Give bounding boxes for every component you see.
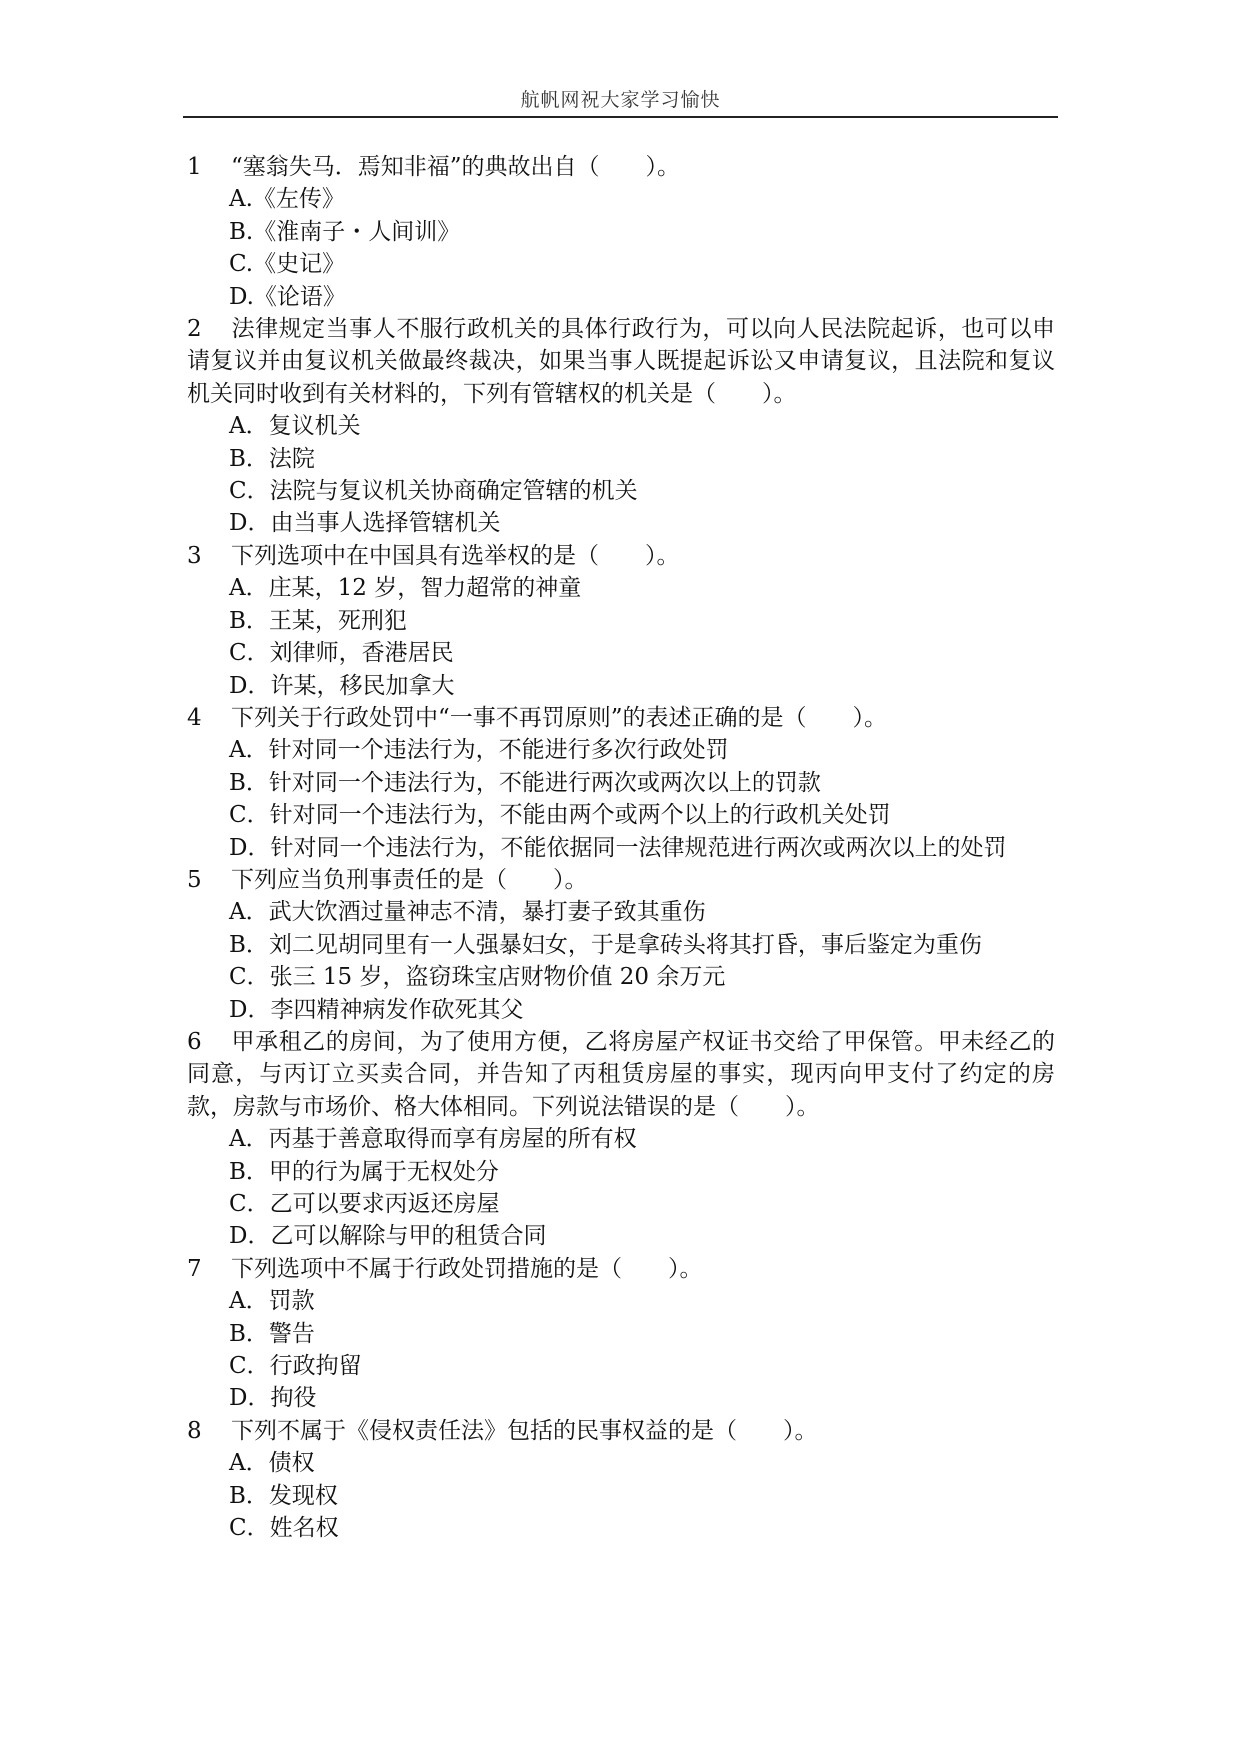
question-stem [187, 864, 1055, 896]
question-text: 甲承租乙的房间，为了使用方便，乙将房屋产权证书交给了甲保管。甲未经乙的同意，与丙订立买卖合同，并告知了丙租赁房屋的事实，现丙向甲支付了约定的房款，房款与市场价、格大体相同。下列说法错误的是（ ）。 [187, 1028, 1055, 1120]
option-a: A．复议机关 [229, 413, 361, 440]
question-stem [187, 151, 1055, 183]
question-stem [187, 702, 1055, 734]
option-c: C．针对同一个违法行为，不能由两个或两个以上的行政机关处罚 [229, 802, 891, 829]
option-c: C．姓名权 [229, 1515, 339, 1542]
option-c: C．行政拘留 [229, 1353, 362, 1380]
option-d: D．李四精神病发作砍死其父 [229, 996, 524, 1023]
question-text: 法律规定当事人不服行政机关的具体行政行为，可以向人民法院起诉，也可以申请复议并由复议机关做最终裁决，如果当事人既提起诉讼又申请复议，且法院和复议机关同时收到有关材料的，下列有管辖权的机关是（ ）。 [187, 316, 1055, 407]
option-a: A.《左传》 [229, 186, 345, 213]
question-number: 1 [187, 154, 202, 180]
question-3 [187, 540, 1055, 702]
question-number: 3 [187, 542, 202, 569]
option-d: D．许某，移民加拿大 [229, 672, 455, 699]
question-text: 下列不属于《侵权责任法》包括的民事权益的是（ ）。 [231, 1417, 818, 1444]
option-b: B．刘二见胡同里有一人强暴妇女，于是拿砖头将其打昏，事后鉴定为重伤 [229, 931, 982, 958]
question-text: 下列应当负刑事责任的是（ ）。 [231, 866, 588, 893]
question-number: 7 [187, 1255, 202, 1282]
question-5 [187, 864, 1055, 1026]
option-a: A．武大饮酒过量神志不清，暴打妻子致其重伤 [229, 899, 706, 926]
question-stem [187, 1415, 1055, 1447]
option-b: B．法院 [229, 445, 315, 472]
option-d: D.《论语》 [229, 283, 346, 310]
option-b: B．发现权 [229, 1482, 338, 1509]
option-b: B．王某，死刑犯 [229, 607, 407, 634]
question-stem [187, 1253, 1055, 1285]
option-b: B．警告 [229, 1320, 315, 1347]
question-stem [187, 1026, 1055, 1123]
option-d: D．乙可以解除与甲的租赁合同 [229, 1223, 547, 1250]
option-b: B．甲的行为属于无权处分 [229, 1158, 499, 1185]
option-c: C．张三 15 岁，盗窃珠宝店财物价值 20 余万元 [229, 964, 726, 991]
question-text: 下列选项中在中国具有选举权的是（ ）。 [231, 542, 680, 569]
question-number: 2 [187, 316, 202, 343]
question-8 [187, 1415, 1055, 1545]
option-d: D．拘役 [229, 1385, 317, 1412]
option-a: A．针对同一个违法行为，不能进行多次行政处罚 [229, 737, 729, 764]
question-text: 下列选项中不属于行政处罚措施的是（ ）。 [231, 1255, 703, 1282]
option-c: C．刘律师，香港居民 [229, 640, 454, 667]
question-4 [187, 702, 1055, 864]
question-2 [187, 313, 1055, 540]
question-stem [187, 313, 1055, 410]
question-number: 8 [187, 1417, 202, 1444]
question-stem [187, 540, 1055, 572]
option-a: A．庄某，12 岁，智力超常的神童 [229, 575, 582, 602]
question-number: 6 [187, 1028, 202, 1055]
page-header [183, 84, 1058, 118]
question-7 [187, 1253, 1055, 1415]
option-c: C.《史记》 [229, 251, 346, 278]
option-a: A．罚款 [229, 1288, 315, 1315]
question-number: 4 [187, 704, 202, 731]
question-text: 下列关于行政处罚中“一事不再罚原则”的表述正确的是（ ）。 [231, 704, 888, 731]
option-a: A．债权 [229, 1450, 315, 1477]
option-c: C．法院与复议机关协商确定管辖的机关 [229, 478, 638, 505]
question-list [187, 151, 1055, 1544]
option-b: B.《淮南子・人间训》 [229, 218, 461, 245]
header-title: 航帆网祝大家学习愉快 [520, 89, 721, 111]
option-d: D．针对同一个违法行为，不能依据同一法律规范进行两次或两次以上的处罚 [229, 834, 1007, 861]
question-text: “塞翁失马．焉知非福”的典故出自（ ）。 [231, 154, 681, 180]
question-1 [187, 151, 1055, 313]
option-d: D．由当事人选择管辖机关 [229, 510, 501, 537]
option-c: C．乙可以要求丙返还房屋 [229, 1191, 500, 1217]
question-number: 5 [187, 866, 202, 893]
option-a: A．丙基于善意取得而享有房屋的所有权 [229, 1126, 637, 1153]
option-b: B．针对同一个违法行为，不能进行两次或两次以上的罚款 [229, 769, 821, 796]
question-6 [187, 1026, 1055, 1253]
